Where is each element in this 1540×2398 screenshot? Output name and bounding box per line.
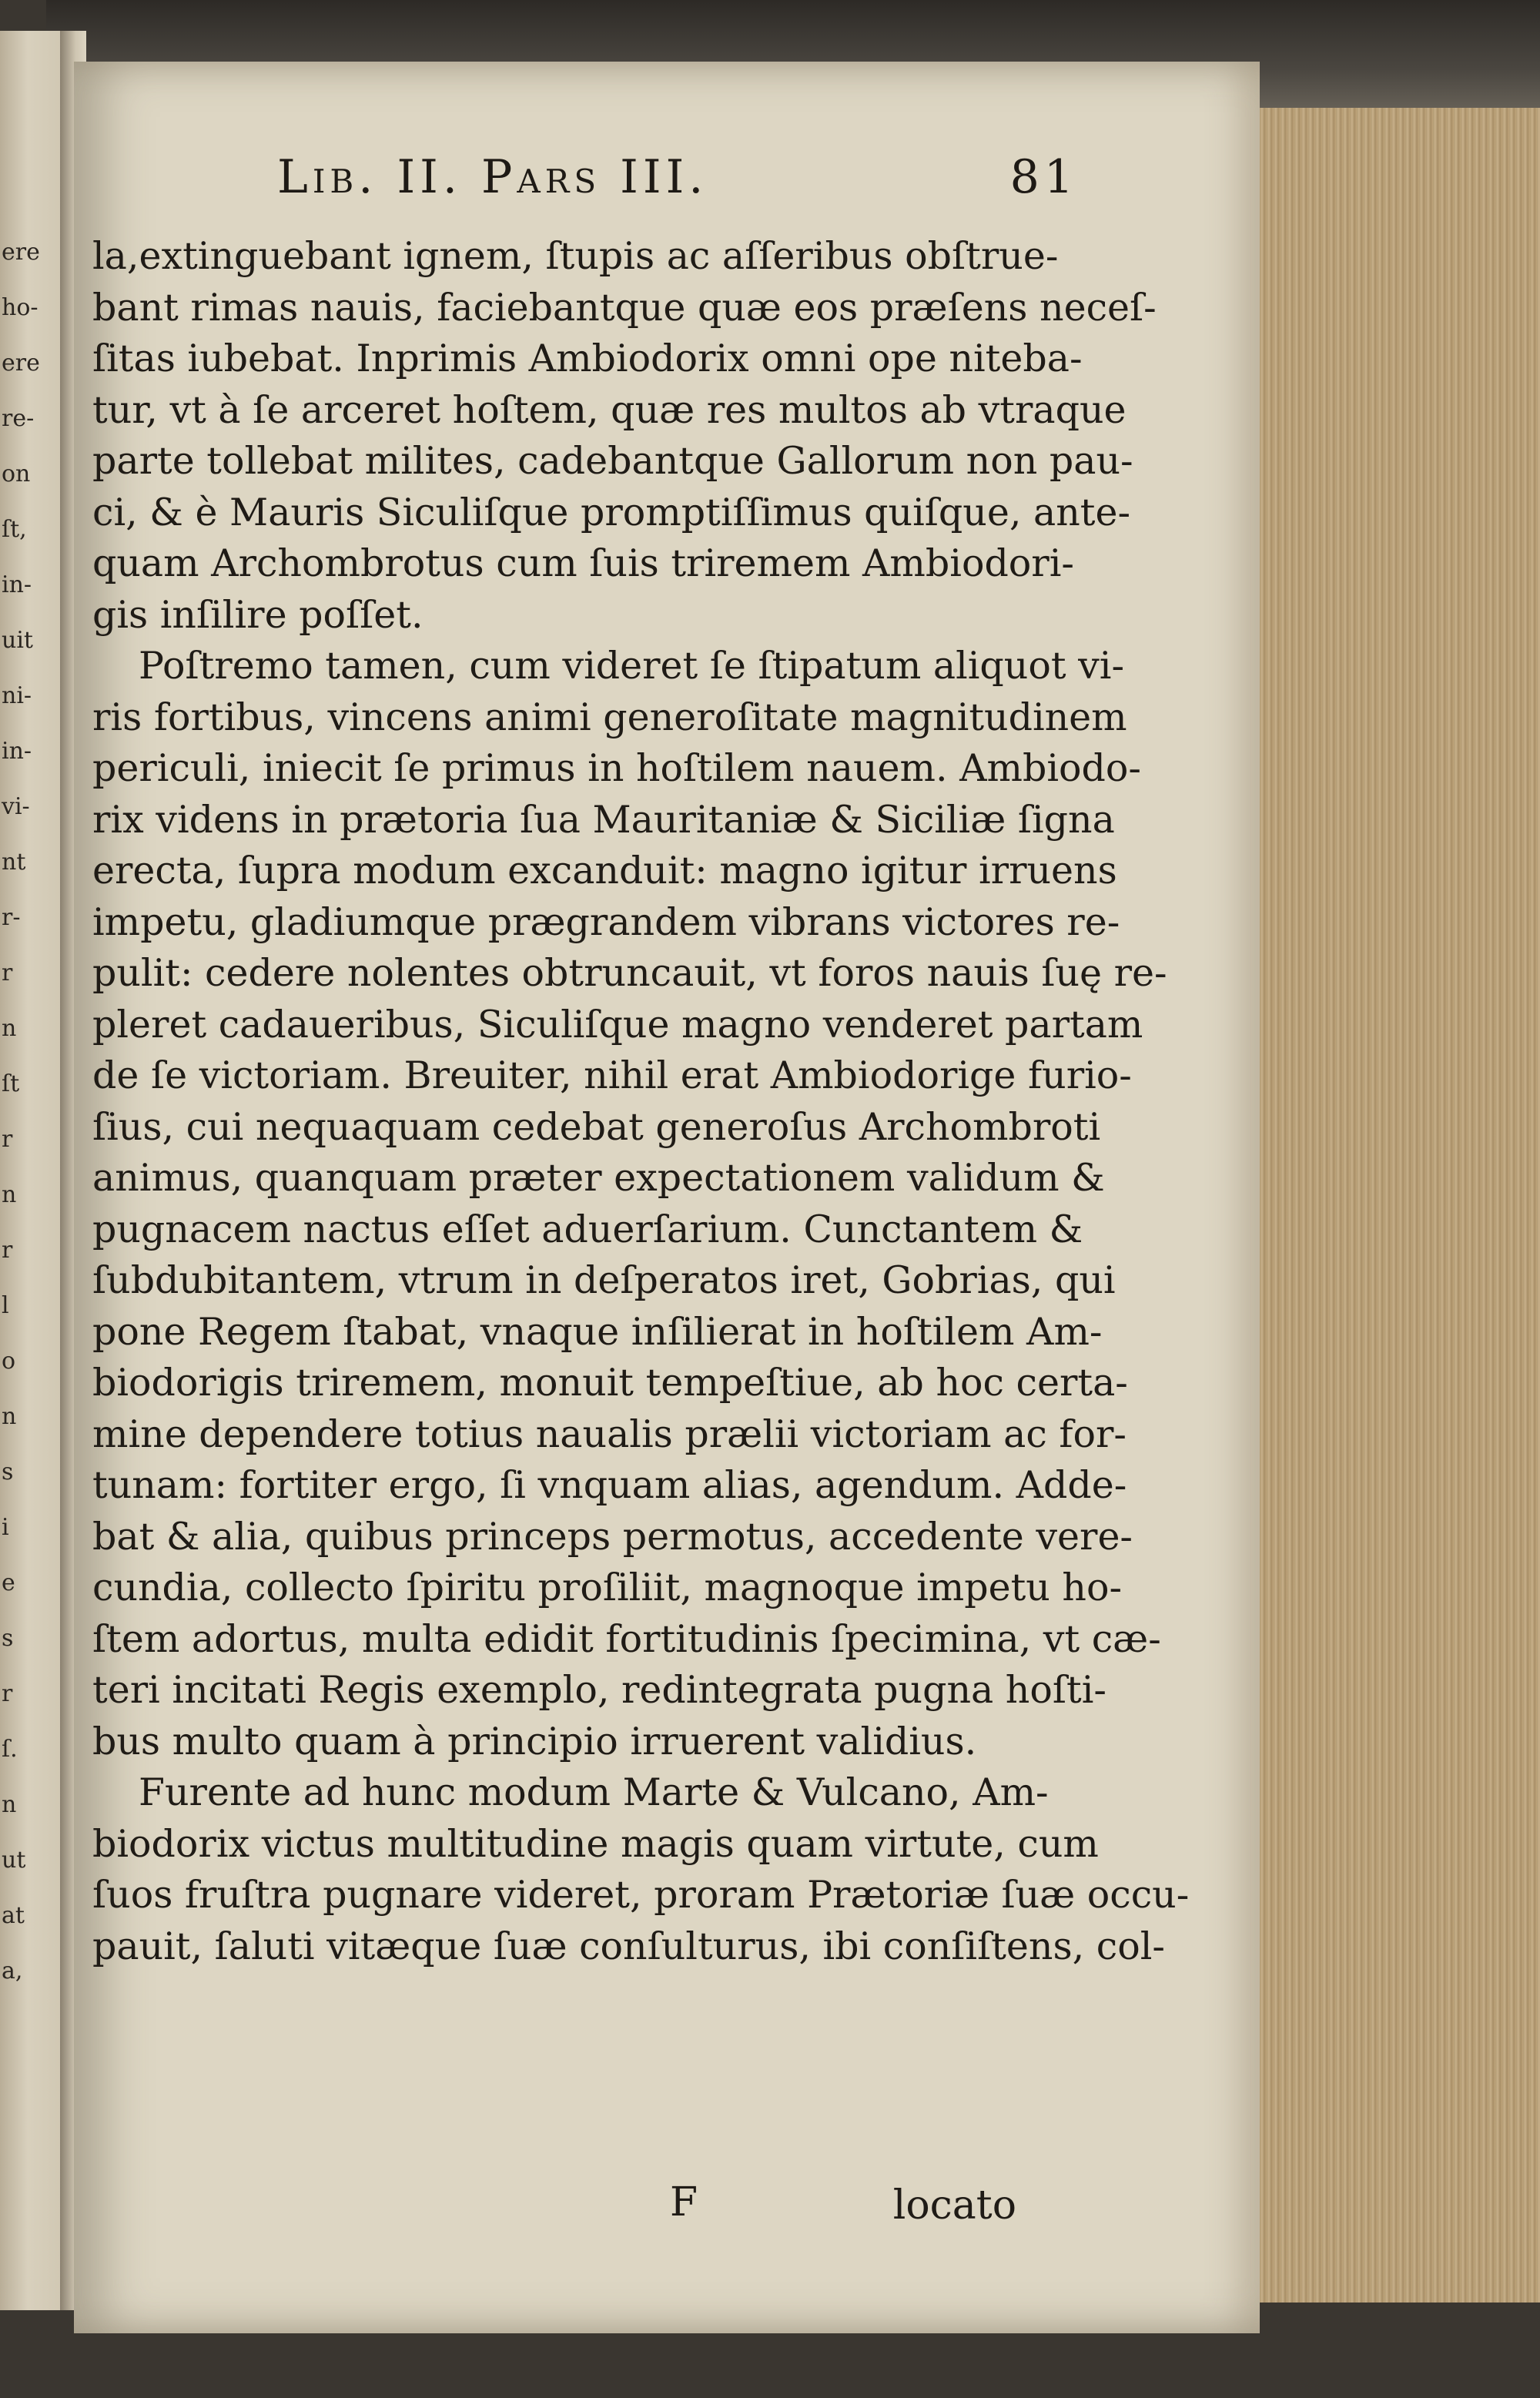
text-line: periculi, iniecit ſe primus in hoſtilem nauem. Ambiodo- bbox=[92, 746, 1141, 790]
text-line: cundia, collecto ſpiritu proſiliit, magnoque impetu ho- bbox=[92, 1566, 1123, 1609]
text-line: pleret cadaueribus, Siculiſque magno venderet partam bbox=[92, 1002, 1143, 1047]
text-line: Poſtremo tamen, cum videret ſe ſtipatum aliquot vi- bbox=[139, 644, 1125, 688]
text-line: bat & alia, quibus princeps permotus, accedente vere- bbox=[92, 1514, 1133, 1559]
left-page-fragment: ſ. bbox=[2, 1736, 18, 1763]
text-line: pugnacem nactus eſſet aduerſarium. Cunctantem & bbox=[92, 1207, 1083, 1251]
text-line: ſtem adortus, multa edidit fortitudinis ſpecimina, vt cæ- bbox=[92, 1616, 1161, 1661]
left-page-fragment: i bbox=[2, 1514, 9, 1541]
left-page-fragment: r bbox=[2, 1126, 13, 1153]
left-page-fragment: r bbox=[2, 1237, 13, 1264]
left-page-fragment: n bbox=[2, 1181, 17, 1208]
left-page-fragment: vi- bbox=[2, 793, 30, 820]
text-line: Furente ad hunc modum Marte & Vulcano, Am- bbox=[139, 1770, 1049, 1814]
text-line: ſubdubitantem, vtrum in deſperatos iret, Gobrias, qui bbox=[92, 1258, 1116, 1302]
text-line: de ſe victoriam. Breuiter, nihil erat Ambiodorige furio- bbox=[92, 1053, 1132, 1097]
text-line: ris fortibus, vincens animi generoſitate magnitudinem bbox=[92, 695, 1127, 739]
left-page-fragment: s bbox=[2, 1625, 14, 1652]
left-page-fragment: in- bbox=[2, 738, 32, 765]
text-line: ſitas iubebat. Inprimis Ambiodorix omni ope niteba- bbox=[92, 337, 1083, 380]
text-line: parte tollebat milites, cadebantque Gallorum non pau- bbox=[92, 439, 1133, 483]
left-page-fragment: re- bbox=[2, 405, 35, 432]
left-page-fragment: ſt bbox=[2, 1070, 20, 1097]
catchword: locato bbox=[892, 2182, 1016, 2229]
text-line: impetu, gladiumque prægrandem vibrans victores re- bbox=[92, 899, 1120, 944]
left-page-fragment: n bbox=[2, 1791, 17, 1818]
left-page-fragment: r- bbox=[2, 904, 21, 931]
text-line: pauit, ſaluti vitæque ſuæ conſulturus, ibi conſiſtens, col- bbox=[92, 1924, 1165, 1968]
left-page-fragment: ere bbox=[2, 350, 40, 377]
left-page-fragment: at bbox=[2, 1902, 25, 1929]
left-page-fragment: ut bbox=[2, 1847, 26, 1874]
text-line: quam Archombrotus cum ſuis triremem Ambiodori- bbox=[92, 541, 1074, 585]
text-line: la,extinguebant ignem, ſtupis ac aſſeribus obſtrue- bbox=[92, 234, 1059, 278]
left-page-fragment: a, bbox=[2, 1958, 23, 1984]
left-page-fragment: n bbox=[2, 1015, 17, 1042]
text-line: ſius, cui nequaquam cedebat generoſus Archombroti bbox=[92, 1104, 1101, 1149]
text-line: mine dependere totius naualis prælii victoriam ac for- bbox=[92, 1412, 1127, 1456]
left-page-fragment: ere bbox=[2, 239, 40, 266]
text-line: biodorigis triremem, monuit tempeſtiue, ab hoc certa- bbox=[92, 1361, 1128, 1405]
text-line: animus, quanquam præter expectationem validum & bbox=[92, 1156, 1105, 1200]
text-line: pulit: cedere nolentes obtruncauit, vt foros nauis ſuę re- bbox=[92, 951, 1167, 995]
left-page-fragment: r bbox=[2, 1680, 13, 1707]
text-line: erecta, ſupra modum excanduit: magno igitur irruens bbox=[92, 849, 1117, 893]
left-page-fragment: in- bbox=[2, 571, 32, 598]
text-line: ci, & è Mauris Siculiſque promptiſſimus quiſque, ante- bbox=[92, 490, 1131, 534]
left-page-fragment: o bbox=[2, 1348, 16, 1375]
left-page-fragment: nt bbox=[2, 849, 26, 876]
text-line: biodorix victus multitudine magis quam virtute, cum bbox=[92, 1821, 1099, 1866]
left-page-edge bbox=[0, 31, 69, 2310]
text-line: gis inſilire poſſet. bbox=[92, 592, 424, 637]
text-line: ſuos fruſtra pugnare videret, proram Prætoriæ ſuæ occu- bbox=[92, 1873, 1190, 1917]
left-page-fragment: n bbox=[2, 1403, 17, 1430]
text-line: teri incitati Regis exemplo, redintegrata pugna hoſti- bbox=[92, 1668, 1106, 1712]
left-page-fragment: ſt, bbox=[2, 516, 27, 543]
left-page-fragment: ho- bbox=[2, 294, 38, 321]
page-header bbox=[277, 150, 1078, 212]
text-line: bus multo quam à principio irruerent validius. bbox=[92, 1719, 977, 1763]
body-text bbox=[92, 231, 1190, 1972]
left-page-fragment: l bbox=[2, 1292, 9, 1319]
page-footer bbox=[77, 2179, 1016, 2233]
running-title: Lib. II. Pars III. bbox=[277, 150, 708, 204]
left-page-fragment: e bbox=[2, 1569, 15, 1596]
left-page-fragment: s bbox=[2, 1459, 14, 1485]
signature-mark: F bbox=[670, 2179, 698, 2226]
text-line: rix videns in prætoria ſua Mauritaniæ & Siciliæ ſigna bbox=[92, 797, 1115, 842]
text-line: tur, vt à ſe arceret hoſtem, quæ res multos ab vtraque bbox=[92, 387, 1127, 432]
text-line: bant rimas nauis, faciebantque quæ eos præſens neceſ- bbox=[92, 285, 1157, 330]
page-block-edge bbox=[1232, 108, 1540, 2303]
left-page-fragment: r bbox=[2, 960, 13, 986]
page-number: 81 bbox=[1009, 150, 1078, 204]
text-line: pone Regem ſtabat, vnaque inſilierat in hoſtilem Am- bbox=[92, 1309, 1103, 1354]
left-page-fragment: uit bbox=[2, 627, 33, 654]
text-line: tunam: fortiter ergo, ſi vnquam alias, agendum. Adde- bbox=[92, 1463, 1127, 1507]
left-page-fragment: on bbox=[2, 461, 31, 487]
left-page-fragment: ni- bbox=[2, 682, 32, 709]
